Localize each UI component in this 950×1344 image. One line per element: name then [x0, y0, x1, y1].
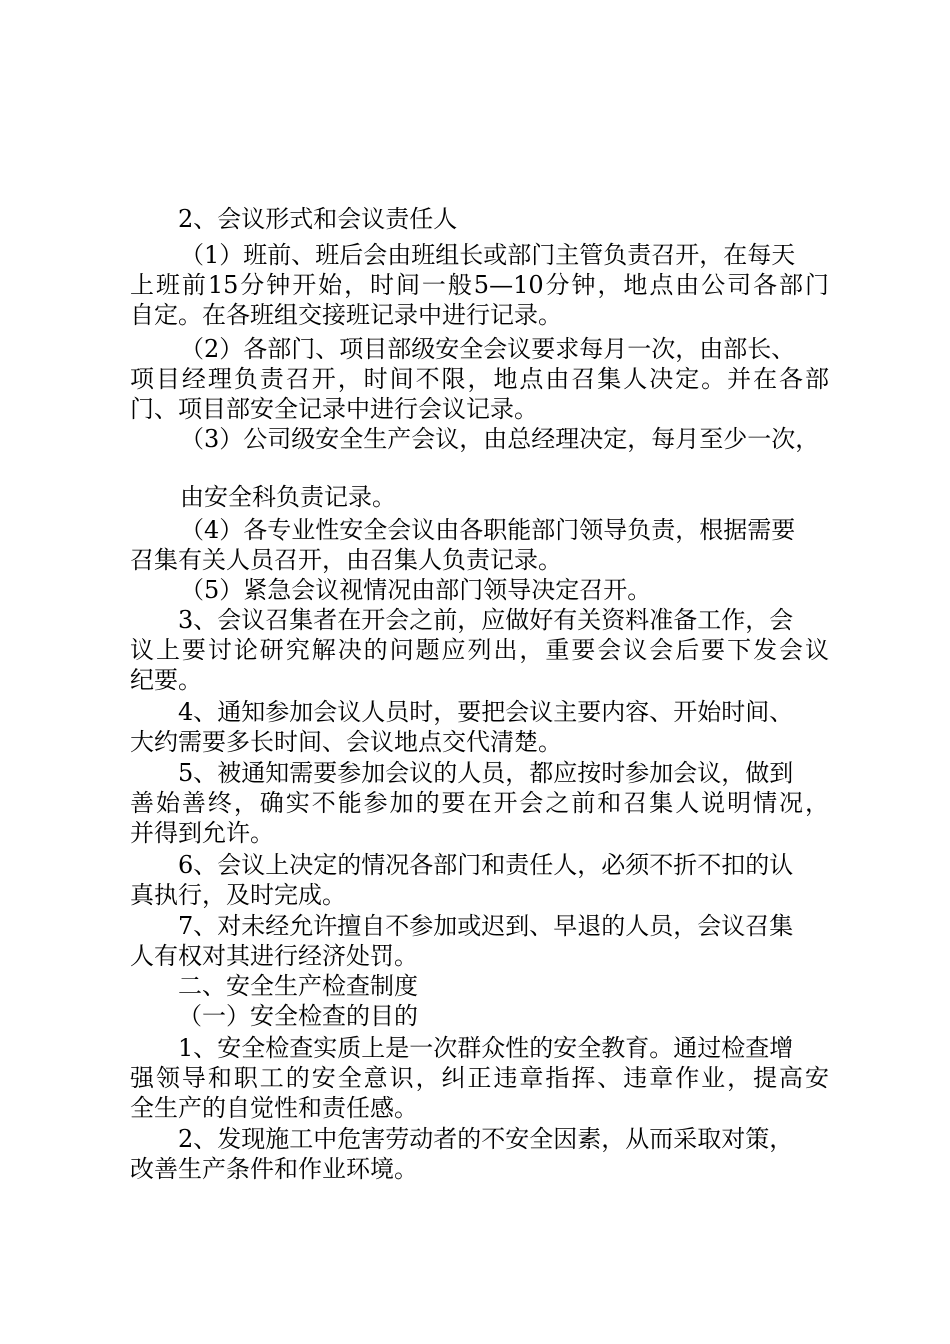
text-line: （1）班前、班后会由班组长或部门主管负责召开，在每天	[180, 241, 796, 269]
text-line: 项目经理负责召开，时间不限，地点由召集人决定。并在各部	[130, 365, 829, 393]
text-line: （3）公司级安全生产会议，由总经理决定，每月至少一次，	[180, 425, 820, 453]
text-line: 纪要。	[130, 666, 202, 694]
heading-meeting-form: 2、会议形式和会议责任人	[178, 205, 458, 233]
text-line: 4、通知参加会议人员时，要把会议主要内容、开始时间、	[178, 698, 794, 726]
text-line: 6、会议上决定的情况各部门和责任人，必须不折不扣的认	[178, 851, 794, 879]
text-line: 3、会议召集者在开会之前，应做好有关资料准备工作，会	[178, 606, 794, 634]
text-line: 召集有关人员召开，由召集人负责记录。	[130, 546, 562, 574]
text-line: 人有权对其进行经济处罚。	[130, 942, 418, 970]
text-line: （2）各部门、项目部级安全会议要求每月一次，由部长、	[180, 335, 796, 363]
heading-inspection-purpose: （一）安全检查的目的	[178, 1002, 418, 1030]
text-line: 议上要讨论研究解决的问题应列出，重要会议会后要下发会议	[130, 636, 829, 664]
text-line: （5）紧急会议视情况由部门领导决定召开。	[180, 576, 652, 604]
text-line: 5、被通知需要参加会议的人员，都应按时参加会议，做到	[178, 759, 794, 787]
text-line: 善始善终，确实不能参加的要在开会之前和召集人说明情况，	[130, 789, 829, 817]
text-line: 上班前15分钟开始，时间一般5—10分钟，地点由公司各部门	[130, 271, 829, 299]
text-line: （4）各专业性安全会议由各职能部门领导负责，根据需要	[180, 516, 796, 544]
text-line: 强领导和职工的安全意识，纠正违章指挥、违章作业，提高安	[130, 1064, 829, 1092]
text-line: 7、对未经允许擅自不参加或迟到、早退的人员，会议召集	[178, 912, 794, 940]
text-line: 真执行，及时完成。	[130, 881, 346, 909]
text-line: 自定。在各班组交接班记录中进行记录。	[130, 301, 562, 329]
heading-safety-inspection: 二、安全生产检查制度	[178, 972, 418, 1000]
text-line: 1、安全检查实质上是一次群众性的安全教育。通过检查增	[178, 1034, 794, 1062]
text-line: 大约需要多长时间、会议地点交代清楚。	[130, 728, 562, 756]
text-line: 全生产的自觉性和责任感。	[130, 1094, 418, 1122]
text-line: 2、发现施工中危害劳动者的不安全因素，从而采取对策，	[178, 1125, 794, 1153]
text-line: 门、项目部安全记录中进行会议记录。	[130, 395, 538, 423]
text-line: 由安全科负责记录。	[180, 483, 396, 511]
text-line: 并得到允许。	[130, 819, 274, 847]
text-line: 改善生产条件和作业环境。	[130, 1155, 418, 1183]
